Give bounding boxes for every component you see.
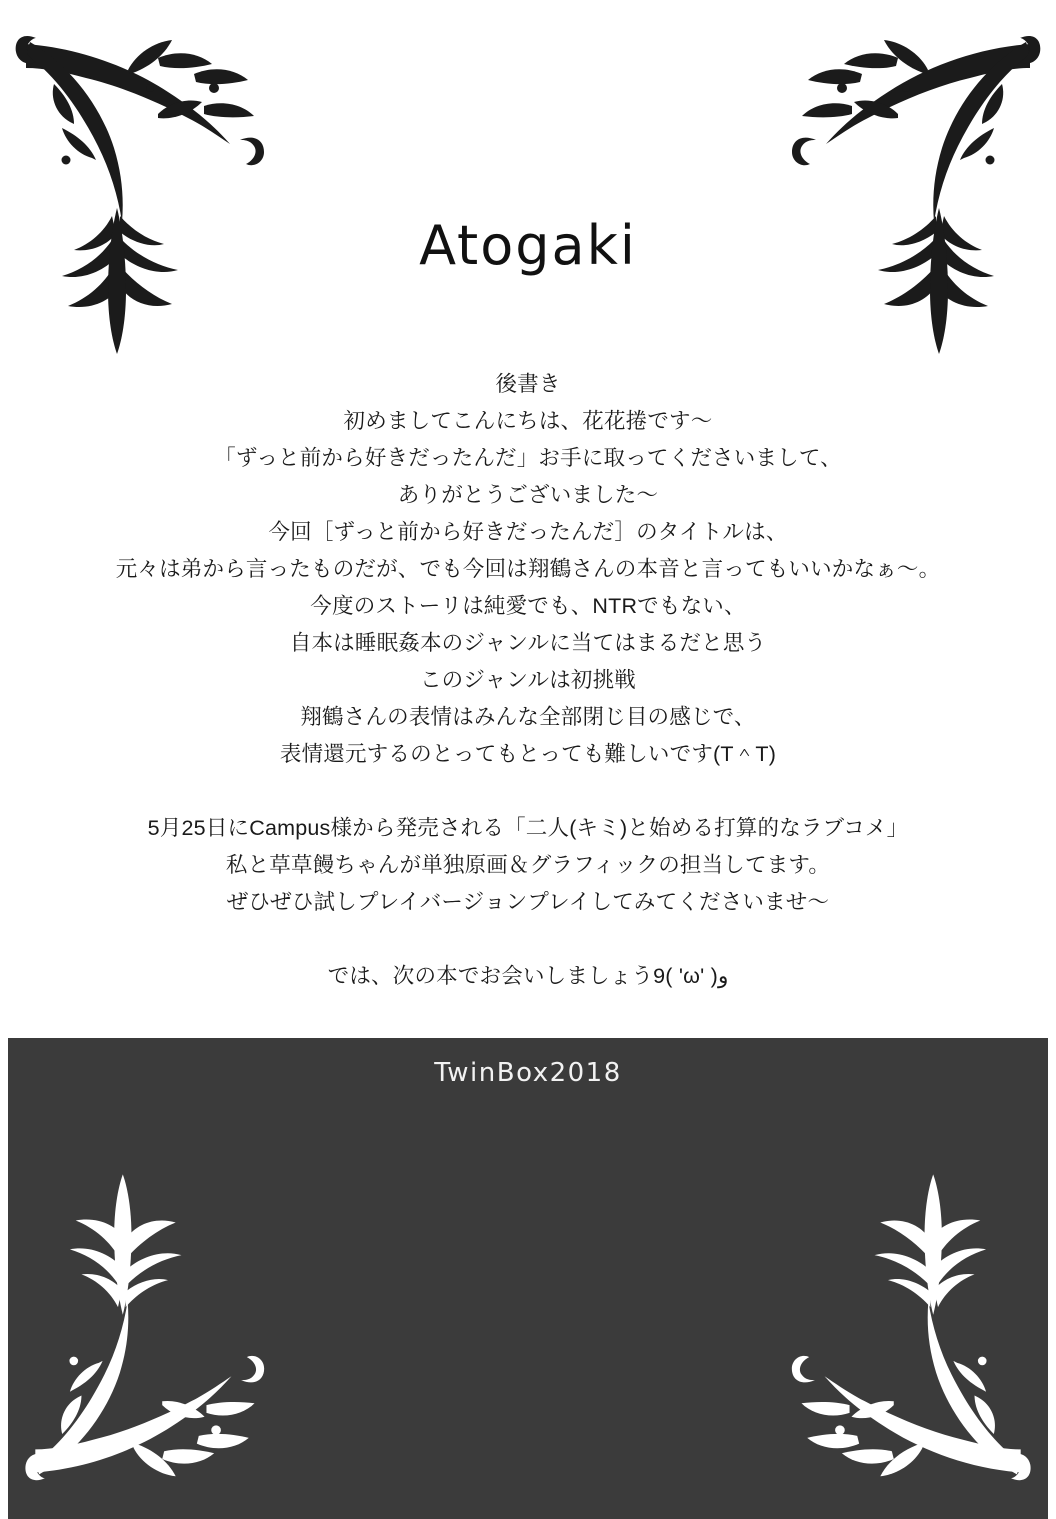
afterword-line: 「ずっと前から好きだったんだ」お手に取ってくださいまして、 — [214, 446, 842, 470]
colophon-panel — [8, 1038, 1048, 1519]
paragraph-gap — [0, 921, 1056, 958]
afterword-line: このジャンルは初挑戦 — [419, 668, 637, 692]
afterword-line: ぜひぜひ試しプレイバージョンプレイしてみてくださいませ〜 — [226, 890, 830, 914]
afterword-line: では、次の本でお会いしましょう9( 'ω' )و — [327, 964, 729, 988]
afterword-line: 翔鶴さんの表情はみんな全部閉じ目の感じで、 — [300, 705, 756, 729]
afterword-line: 5月25日にCampus様から発売される「二人(キミ)と始める打算的なラブコメ」 — [147, 816, 909, 840]
afterword-line: 今度のストーリは純愛でも、NTRでもない、 — [310, 594, 746, 618]
afterword-line: 自本は睡眠姦本のジャンルに当てはまるだと思う — [289, 631, 767, 655]
afterword-line: 今回［ずっと前から好きだったんだ］のタイトルは、 — [268, 520, 788, 544]
floral-corner-icon — [788, 18, 1048, 358]
afterword-line: 初めましてこんにちは、花花捲です〜 — [343, 409, 713, 433]
floral-corner-icon — [8, 18, 268, 358]
afterword-line: ありがとうございました〜 — [397, 483, 659, 507]
afterword-line: 私と草草饅ちゃんが単独原画＆グラフィックの担当してます。 — [225, 853, 831, 877]
paragraph-gap — [0, 773, 1056, 810]
afterword-line: 後書き — [495, 372, 561, 396]
colophon-text: TwinBox2018 — [434, 1058, 622, 1088]
afterword-body — [0, 366, 1056, 995]
afterword-line: 元々は弟から言ったものだが、でも今回は翔鶴さんの本音と言ってもいいかなぁ〜。 — [115, 557, 941, 581]
page-title: Atogaki — [419, 214, 637, 277]
afterword-line: 表情還元するのとってもとっても難しいです(T＾T) — [279, 742, 777, 766]
